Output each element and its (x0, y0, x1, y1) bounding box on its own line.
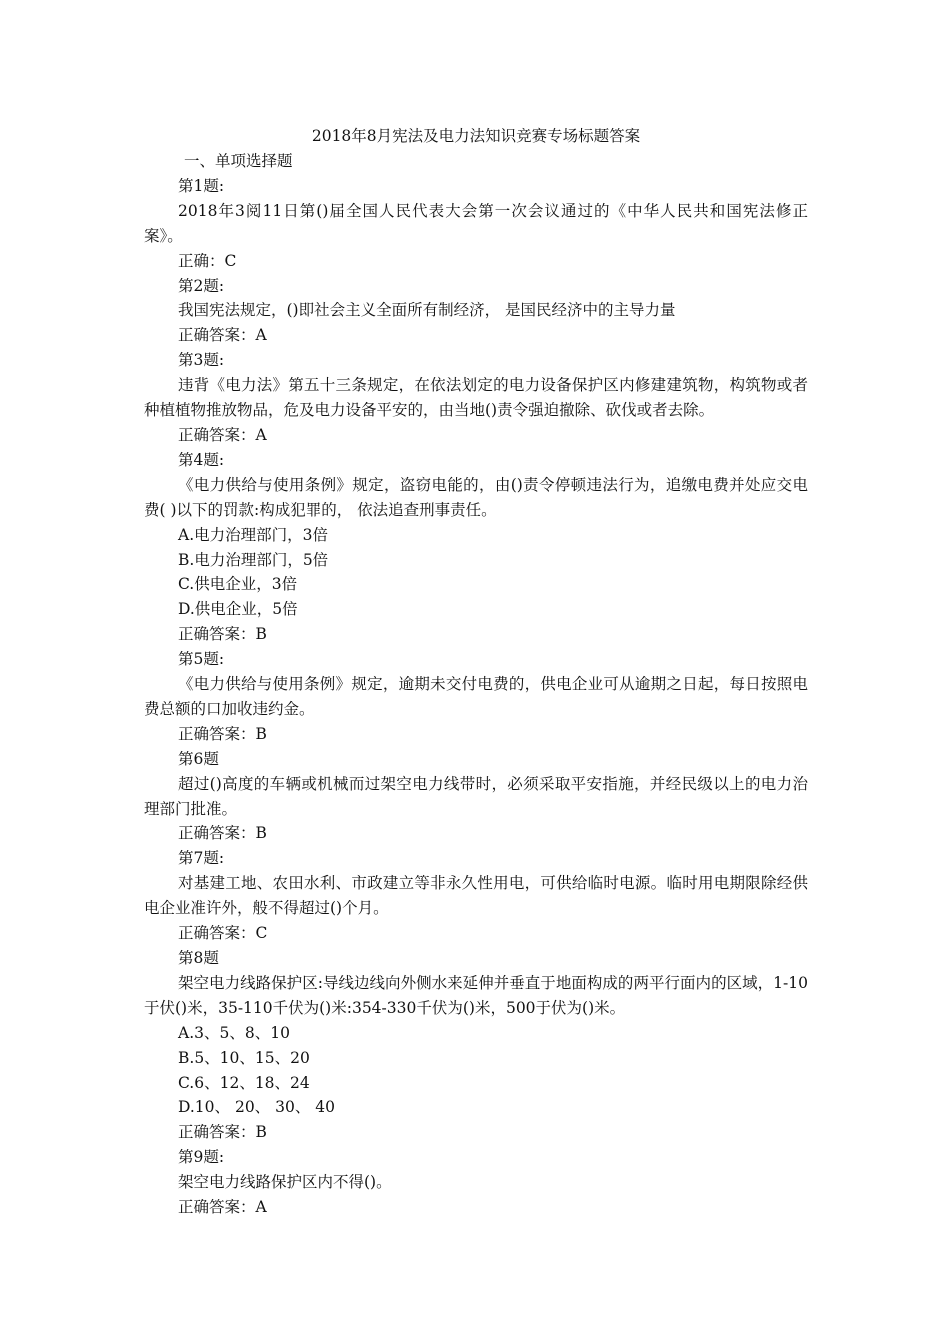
correct-answer: 正确答案：B (178, 824, 267, 843)
question-text: 超过()高度的车辆或机械而过架空电力线带时，必须采取平安指施，并经民级以上的电力治理部门批准。 (144, 774, 808, 818)
answer-option: C.供电企业，3倍 (178, 575, 298, 594)
answer-option: B.5、10、15、20 (178, 1048, 310, 1067)
question-number: 第7题: (178, 849, 225, 868)
correct-answer: 正确答案：A (178, 326, 267, 345)
question-number: 第8题 (178, 949, 219, 967)
question-text: 架空电力线路保护区:导线边线向外侧水来延伸并垂直于地面构成的两平行面内的区域，1-10于伏()米，35-110千伏为()米:354-330千伏为()米，500于伏为()米。 (144, 973, 808, 1017)
document-title: 2018年8月宪法及电力法知识竞赛专场标题答案 (311, 127, 641, 145)
question-number: 第6题 (178, 749, 219, 768)
document-body (144, 123, 808, 1220)
answer-option: A.3、5、8、10 (178, 1023, 290, 1042)
question-number: 第1题: (178, 176, 225, 195)
correct-answer: 正确答案：B (178, 1123, 267, 1142)
correct-answer: 正确答案：B (178, 724, 267, 743)
question-text: 对基建工地、农田水利、市政建立等非永久性用电，可供给临时电源。临时用电期限除经供电企业准许外，般不得超过()个月。 (144, 874, 808, 918)
answer-option: D.10、 20、 30、 40 (178, 1098, 335, 1117)
question-text: 我国宪法规定，()即社会主义全面所有制经济， 是国民经济中的主导力量 (178, 301, 676, 320)
answer-option: A.电力治理部门，3倍 (178, 525, 328, 544)
question-text: 《电力供给与使用条例》规定，逾期未交付电费的，供电企业可从逾期之日起，每日按照电费总额的口加收违约金。 (144, 675, 808, 718)
answer-option: B.电力治理部门，5倍 (178, 550, 329, 569)
question-text: 架空电力线路保护区内不得()。 (178, 1173, 392, 1192)
question-number: 第2题: (178, 276, 225, 295)
question-list (144, 174, 808, 1220)
correct-answer: 正确答案：A (178, 1198, 267, 1217)
correct-answer: 正确：C (178, 251, 237, 270)
correct-answer: 正确答案：B (178, 625, 267, 644)
correct-answer: 正确答案：C (178, 924, 268, 943)
question-number: 第4题: (178, 450, 225, 469)
answer-option: D.供电企业，5倍 (178, 600, 298, 619)
question-number: 第5题: (178, 650, 225, 669)
correct-answer: 正确答案：A (178, 425, 267, 444)
question-number: 第9题: (178, 1148, 225, 1167)
answer-option: C.6、12、18、24 (178, 1073, 310, 1092)
question-text: 违背《电力法》第五十三条规定，在依法划定的电力设备保护区内修建建筑物，构筑物或者种植植物推放物品，危及电力设备平安的，由当地()责令强迫撤除、砍伐或者去除。 (144, 376, 808, 420)
question-number: 第3题: (178, 351, 225, 370)
question-text: 2018年3阅11日第()届全国人民代表大会第一次会议通过的《中华人民共和国宪法修正案》。 (144, 201, 808, 245)
section-heading: 一、单项选择题 (184, 152, 293, 170)
question-text: 《电力供给与使用条例》规定，盗窃电能的，由()责令停顿违法行为，追缴电费并处应交电费( )以下的罚款:构成犯罪的， 依法追查刑事责任。 (144, 475, 808, 519)
